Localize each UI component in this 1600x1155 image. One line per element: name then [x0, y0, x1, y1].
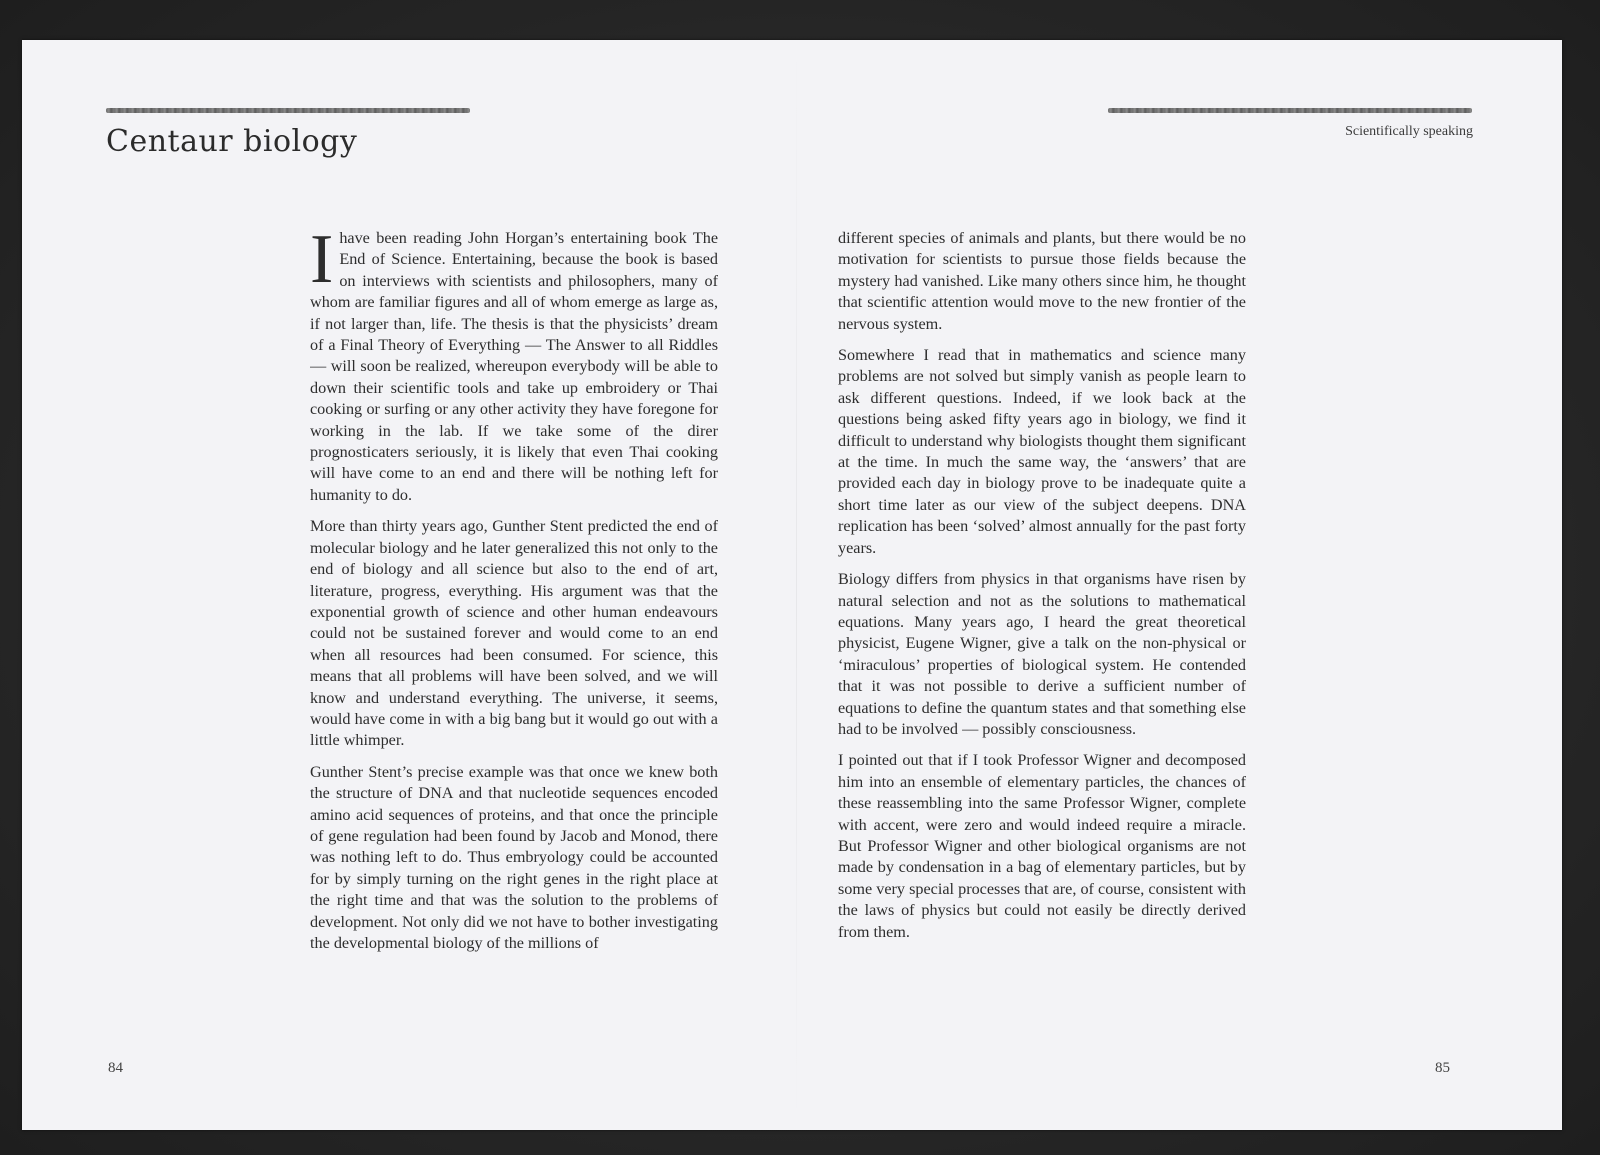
header-rule-left — [106, 108, 470, 113]
chapter-title: Centaur biology — [106, 124, 358, 159]
paragraph-text: have been reading John Horgan’s entertaining book The End of Science. Entertaining, because the book is based on interviews with scientists and philosophers, many of whom are familiar figures and all of whom emerge as large as, if not larger than, life. The thesis is that the physicists’ dream of a Final Theory of Everything — The Answer to all Riddles — will soon be realized, whereupon everybody will be able to down their scientific tools and take up embroidery or Thai cooking or surfing or any other activity they have foregone for working in the lab. If we take some of the direr prognosticaters seriously, it is likely that even Thai cooking will have come to an end and there will be nothing left for humanity to do. — [310, 229, 718, 504]
drop-cap: I — [310, 228, 334, 298]
right-text-column — [838, 228, 1246, 1048]
running-header: Scientifically speaking — [1345, 124, 1473, 139]
header-rule-right — [1108, 108, 1472, 113]
page-number-right: 85 — [1435, 1060, 1450, 1076]
page-number-left: 84 — [108, 1060, 123, 1076]
paragraph: More than thirty years ago, Gunther Stent predicted the end of molecular biology and he later generalized this not only to the end of biology and all science but also to the end of art, literature, progress, everything. His argument was that the exponential growth of science and other human endeavours could not be sustained forever and would come to an end when all resources had been consumed. For science, this means that all problems will have been solved, and we will know and understand everything. The universe, it seems, would have come in with a big bang but it would go out with a little whimper. — [310, 517, 718, 750]
left-text-column — [310, 228, 718, 1068]
paragraph: Biology differs from physics in that organisms have risen by natural selection and not as the solutions to mathematical equations. Many years ago, I heard the great theoretical physicist, Eugene Wigner, give a talk on the non-physical or ‘miraculous’ properties of biological system. He contended that it was not possible to derive a sufficient number of equations to define the quantum states and that something else had to be involved — possibly consciousness. — [838, 570, 1246, 738]
spine-fold — [796, 40, 797, 1130]
paragraph — [310, 228, 718, 506]
book-spread — [22, 40, 1562, 1130]
paragraph: different species of animals and plants, but there would be no motivation for scientists to pursue those fields because the mystery had vanished. Like many others since him, he thought that scientific attention would move to the new frontier of the nervous system. — [838, 229, 1246, 333]
paragraph: Gunther Stent’s precise example was that once we knew both the structure of DNA and that nucleotide sequences encoded amino acid sequences of proteins, and that once the principle of gene regulation had been found by Jacob and Monod, there was nothing left to do. Thus embryology could be accounted for by simply turning on the right genes in the right place at the right time and that was the solution to the problems of development. Not only did we not have to bother investigating the developmental biology of the millions of — [310, 762, 718, 952]
paragraph: I pointed out that if I took Professor Wigner and decomposed him into an ensemble of elementary particles, the chances of these reassembling into the same Professor Wigner, complete with accent, were zero and would indeed require a miracle. But Professor Wigner and other biological organisms are not made by condensation in a bag of elementary particles, but by some very special processes that are, of course, consistent with the laws of physics but could not easily be directly derived from them. — [838, 751, 1246, 941]
paragraph: Somewhere I read that in mathematics and science many problems are not solved but simply vanish as people learn to ask different questions. Indeed, if we look back at the questions being asked fifty years ago in biology, we find it difficult to understand why biologists thought them significant at the time. In much the same way, the ‘answers’ that are provided each day in biology prove to be inadequate quite a short time later as our view of the subject deepens. DNA replication has been ‘solved’ almost annually for the past forty years. — [838, 346, 1246, 557]
